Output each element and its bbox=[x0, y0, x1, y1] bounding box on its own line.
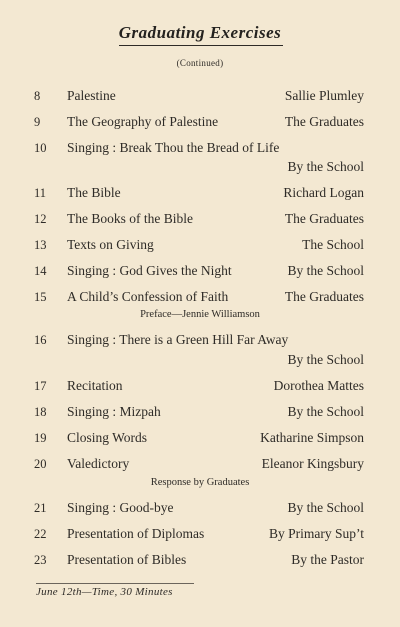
item-title: The Geography of Palestine bbox=[67, 114, 219, 129]
item-number: 20 bbox=[34, 457, 47, 471]
item-title: Presentation of Diplomas bbox=[67, 526, 205, 541]
item-title: Recitation bbox=[67, 378, 123, 393]
item-title: Valedictory bbox=[67, 456, 130, 471]
item-title: Singing : Good-bye bbox=[67, 500, 174, 515]
item-title: The Books of the Bible bbox=[67, 211, 193, 226]
item-number: 14 bbox=[34, 264, 47, 278]
program-item-18 bbox=[0, 403, 400, 421]
item-title: Singing : Break Thou the Bread of Life bbox=[67, 140, 280, 155]
item-title: Palestine bbox=[67, 88, 116, 103]
item-title: The Bible bbox=[67, 185, 121, 200]
item-performer: Katharine Simpson bbox=[260, 430, 364, 445]
item-number: 10 bbox=[34, 141, 47, 155]
item-performer: By the Pastor bbox=[291, 552, 364, 567]
program-item-11 bbox=[0, 184, 400, 202]
item-title: Presentation of Bibles bbox=[67, 552, 187, 567]
item-performer: By the School bbox=[287, 159, 364, 174]
item-performer: Sallie Plumley bbox=[284, 88, 364, 103]
item-performer: By the School bbox=[287, 500, 364, 515]
program-item-20 bbox=[0, 455, 400, 473]
item-subnote: Response by Graduates bbox=[150, 477, 250, 488]
item-title: Texts on Giving bbox=[67, 237, 154, 252]
item-number: 11 bbox=[34, 186, 47, 200]
item-title: Singing : There is a Green Hill Far Away bbox=[67, 332, 289, 347]
item-number: 13 bbox=[34, 238, 47, 252]
footer-rule bbox=[36, 583, 194, 584]
item-performer: By Primary Sup’t bbox=[268, 526, 364, 541]
program-item-8 bbox=[0, 87, 400, 105]
program-item-14 bbox=[0, 262, 400, 280]
item-title: Singing : Mizpah bbox=[67, 404, 161, 419]
program-item-21 bbox=[0, 499, 400, 517]
item-performer: By the School bbox=[287, 352, 364, 367]
program-item-13 bbox=[0, 236, 400, 254]
item-performer: Richard Logan bbox=[283, 185, 364, 200]
program-item-16 bbox=[0, 331, 400, 349]
item-performer: The Graduates bbox=[284, 114, 364, 129]
item-title: A Child’s Confession of Faith bbox=[67, 289, 229, 304]
item-performer: The Graduates bbox=[284, 211, 364, 226]
item-number: 23 bbox=[34, 553, 47, 567]
program-item-15 bbox=[0, 288, 400, 306]
footer-note: June 12th—Time, 30 Minutes bbox=[36, 586, 173, 598]
program-item-9 bbox=[0, 113, 400, 131]
program-item-22 bbox=[0, 525, 400, 543]
item-subnote: Preface—Jennie Williamson bbox=[140, 309, 260, 320]
item-performer: By the School bbox=[287, 404, 364, 419]
program-item-19 bbox=[0, 429, 400, 447]
item-number: 9 bbox=[34, 115, 41, 129]
item-performer: The Graduates bbox=[284, 289, 364, 304]
program-item-10 bbox=[0, 139, 400, 157]
item-number: 17 bbox=[34, 379, 47, 393]
item-performer: Dorothea Mattes bbox=[273, 378, 364, 393]
program-item-17 bbox=[0, 377, 400, 395]
item-number: 12 bbox=[34, 212, 47, 226]
item-title: Closing Words bbox=[67, 430, 148, 445]
program-item-12 bbox=[0, 210, 400, 228]
item-number: 8 bbox=[34, 89, 41, 103]
program-item-23 bbox=[0, 551, 400, 569]
continued-note: (Continued) bbox=[176, 58, 224, 68]
item-performer: Eleanor Kingsbury bbox=[261, 456, 364, 471]
item-number: 16 bbox=[34, 333, 47, 347]
item-performer: The School bbox=[302, 237, 364, 252]
item-number: 21 bbox=[34, 501, 47, 515]
page-title: Graduating Exercises bbox=[118, 23, 282, 42]
item-number: 18 bbox=[34, 405, 47, 419]
item-performer: By the School bbox=[287, 263, 364, 278]
item-number: 22 bbox=[34, 527, 47, 541]
item-number: 15 bbox=[34, 290, 47, 304]
title-underline bbox=[119, 45, 283, 46]
item-title: Singing : God Gives the Night bbox=[67, 263, 232, 278]
item-number: 19 bbox=[34, 431, 47, 445]
